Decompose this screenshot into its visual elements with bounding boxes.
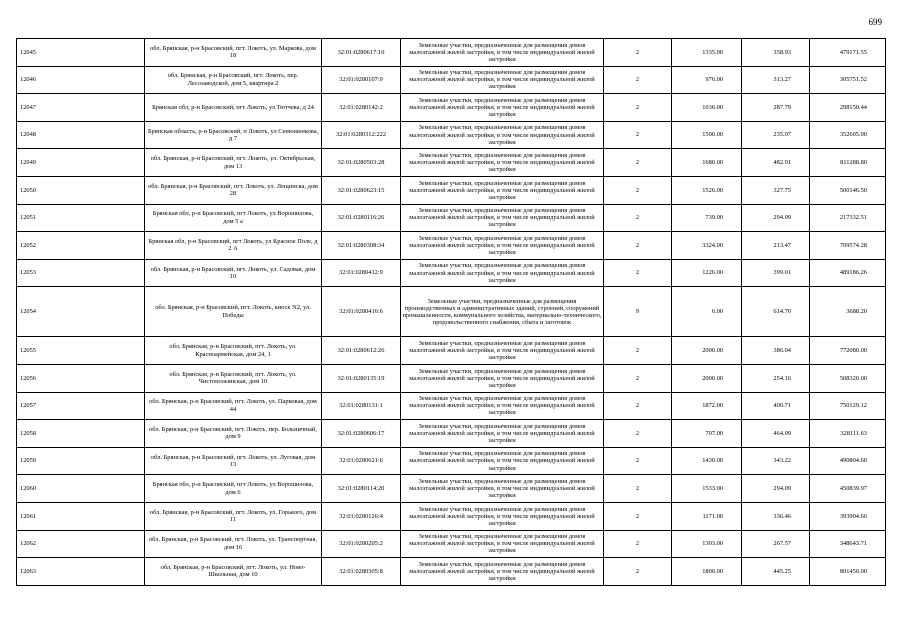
use-group-cell: 2 (604, 475, 672, 503)
address-cell: обл. Брянская, р-н Брасовский, пгт. Локоть, пер. Лесозаводской, дом 5, квартира 2 (145, 66, 322, 94)
table-row (17, 204, 886, 232)
cadastral-number-cell: 32:01:0280503:28 (322, 149, 401, 177)
address-cell: Брянская область, р-н Брасовский, п Локоть, ул Сенюшенкова, д 7 (145, 121, 322, 149)
table-row (17, 39, 886, 67)
cadastral-value-cell: 490804.60 (810, 447, 886, 475)
cadastral-number-cell: 32:01:0280114:20 (322, 475, 401, 503)
address-cell: обл. Брянская, р-н Брасовский, пгт. Локоть, ул. Красноармейская, дом 24, 1 (145, 337, 322, 365)
record-number-cell: 12050 (17, 176, 145, 204)
table-body (17, 39, 886, 586)
land-registry-table (16, 38, 886, 586)
use-group-cell: 2 (604, 121, 672, 149)
land-use-cell: Земельные участки, предназначенные для размещения домов малоэтажной жилой застройки, в том числе индивидуальной жилой застройки (401, 66, 604, 94)
cadastral-number-cell: 32:01:0280606:17 (322, 420, 401, 448)
use-group-cell: 2 (604, 447, 672, 475)
specific-value-cell: 336.46 (742, 502, 810, 530)
cadastral-number-cell: 32:01:0280621:6 (322, 447, 401, 475)
cadastral-value-cell: 305751.52 (810, 66, 886, 94)
address-cell: обл. Брянская, р-н Брасовский, пгт. Локоть, ул. Ново-Школьная, дом 10 (145, 558, 322, 586)
use-group-cell: 2 (604, 337, 672, 365)
land-use-cell: Земельные участки, предназначенные для размещения домов малоэтажной жилой застройки, в том числе индивидуальной жилой застройки (401, 364, 604, 392)
area-cell: 1430.00 (672, 447, 742, 475)
land-use-cell: Земельные участки, предназначенные для размещения производственных и административных зданий, строений, сооружений промышленности, коммунального хозяйства, материально-технического, продовольственного снабжения, сбыта и заготовок (401, 287, 604, 337)
cadastral-value-cell: 217332.51 (810, 204, 886, 232)
cadastral-number-cell: 32:01:0280142:2 (322, 94, 401, 122)
specific-value-cell: 358.93 (742, 39, 810, 67)
use-group-cell: 2 (604, 232, 672, 260)
address-cell: обл. Брянская, р-н Брасовский, пгт. Локоть, киоск N2, ул. Победы (145, 287, 322, 337)
area-cell: 1533.00 (672, 475, 742, 503)
cadastral-value-cell: 352605.00 (810, 121, 886, 149)
cadastral-value-cell: 393994.66 (810, 502, 886, 530)
area-cell: 1800.00 (672, 558, 742, 586)
cadastral-value-cell: 489186.26 (810, 259, 886, 287)
area-cell: 1500.00 (672, 121, 742, 149)
specific-value-cell: 614.70 (742, 287, 810, 337)
address-cell: обл. Брянская, р-н Брасовский, пгт. Локоть, ул. Транспортная, дом 16 (145, 530, 322, 558)
use-group-cell: 2 (604, 420, 672, 448)
specific-value-cell: 386.04 (742, 337, 810, 365)
table-row (17, 364, 886, 392)
land-use-cell: Земельные участки, предназначенные для размещения домов малоэтажной жилой застройки, в том числе индивидуальной жилой застройки (401, 259, 604, 287)
cadastral-number-cell: 32:01:0280308:34 (322, 232, 401, 260)
table-row (17, 530, 886, 558)
land-use-cell: Земельные участки, предназначенные для размещения домов малоэтажной жилой застройки, в том числе индивидуальной жилой застройки (401, 420, 604, 448)
area-cell: 2000.00 (672, 364, 742, 392)
area-cell: 1680.00 (672, 149, 742, 177)
cadastral-value-cell: 750129.12 (810, 392, 886, 420)
record-number-cell: 12057 (17, 392, 145, 420)
specific-value-cell: 327.75 (742, 176, 810, 204)
cadastral-value-cell: 450839.97 (810, 475, 886, 503)
area-cell: 1526.00 (672, 176, 742, 204)
record-number-cell: 12049 (17, 149, 145, 177)
use-group-cell: 2 (604, 259, 672, 287)
record-number-cell: 12047 (17, 94, 145, 122)
specific-value-cell: 294.09 (742, 204, 810, 232)
use-group-cell: 9 (604, 287, 672, 337)
specific-value-cell: 400.71 (742, 392, 810, 420)
use-group-cell: 2 (604, 149, 672, 177)
specific-value-cell: 267.57 (742, 530, 810, 558)
area-cell: 1335.00 (672, 39, 742, 67)
table-row (17, 94, 886, 122)
record-number-cell: 12060 (17, 475, 145, 503)
specific-value-cell: 294.09 (742, 475, 810, 503)
address-cell: обл. Брянская, р-н Брасовский, пгт. Локоть, ул. Садовая, дом 10 (145, 259, 322, 287)
record-number-cell: 12052 (17, 232, 145, 260)
land-use-cell: Земельные участки, предназначенные для размещения домов малоэтажной жилой застройки, в том числе индивидуальной жилой застройки (401, 530, 604, 558)
land-use-cell: Земельные участки, предназначенные для размещения домов малоэтажной жилой застройки, в том числе индивидуальной жилой застройки (401, 475, 604, 503)
record-number-cell: 12053 (17, 259, 145, 287)
cadastral-number-cell: 32:01:0280416:6 (322, 287, 401, 337)
land-use-cell: Земельные участки, предназначенные для размещения домов малоэтажной жилой застройки, в том числе индивидуальной жилой застройки (401, 392, 604, 420)
cadastral-number-cell: 32:01:0280312:222 (322, 121, 401, 149)
address-cell: Брянская обл, р-н Брасовский, пгт Локоть, ул Красное Поле, д 2 А (145, 232, 322, 260)
use-group-cell: 2 (604, 392, 672, 420)
cadastral-value-cell: 348643.71 (810, 530, 886, 558)
land-use-cell: Земельные участки, предназначенные для размещения домов малоэтажной жилой застройки, в том числе индивидуальной жилой застройки (401, 94, 604, 122)
cadastral-value-cell: 500146.50 (810, 176, 886, 204)
cadastral-number-cell: 32:01:0280205:2 (322, 530, 401, 558)
record-number-cell: 12061 (17, 502, 145, 530)
cadastral-value-cell: 801450.00 (810, 558, 886, 586)
cadastral-value-cell: 508320.00 (810, 364, 886, 392)
record-number-cell: 12056 (17, 364, 145, 392)
record-number-cell: 12058 (17, 420, 145, 448)
address-cell: Брянская обл, р-н Брасовский, пгт Локоть, ул Тютчева, д 24 (145, 94, 322, 122)
address-cell: обл. Брянская, р-н Брасовский, пгт. Локоть, ул. Чистопольянская, дом 10 (145, 364, 322, 392)
area-cell: 3324.00 (672, 232, 742, 260)
table-row (17, 176, 886, 204)
use-group-cell: 2 (604, 66, 672, 94)
use-group-cell: 2 (604, 530, 672, 558)
page-number: 699 (868, 17, 882, 27)
specific-value-cell: 482.91 (742, 149, 810, 177)
land-use-cell: Земельные участки, предназначенные для размещения домов малоэтажной жилой застройки, в том числе индивидуальной жилой застройки (401, 337, 604, 365)
record-number-cell: 12055 (17, 337, 145, 365)
table-row (17, 287, 886, 337)
land-use-cell: Земельные участки, предназначенные для размещения домов малоэтажной жилой застройки, в том числе индивидуальной жилой застройки (401, 149, 604, 177)
cadastral-number-cell: 32:01:0280131:1 (322, 392, 401, 420)
table-row (17, 475, 886, 503)
use-group-cell: 2 (604, 204, 672, 232)
area-cell: 1036.00 (672, 94, 742, 122)
record-number-cell: 12045 (17, 39, 145, 67)
address-cell: обл. Брянская, р-н Брасовский, пгт. Локоть, ул. Октябрьская, дом 13 (145, 149, 322, 177)
cadastral-value-cell: 3688.20 (810, 287, 886, 337)
area-cell: 2000.00 (672, 337, 742, 365)
cadastral-number-cell: 32:01:0280612:26 (322, 337, 401, 365)
area-cell: 739.00 (672, 204, 742, 232)
cadastral-value-cell: 709574.28 (810, 232, 886, 260)
table-row (17, 149, 886, 177)
cadastral-number-cell: 32:01:0280412:9 (322, 259, 401, 287)
record-number-cell: 12048 (17, 121, 145, 149)
specific-value-cell: 313.27 (742, 66, 810, 94)
use-group-cell: 2 (604, 176, 672, 204)
land-use-cell: Земельные участки, предназначенные для размещения домов малоэтажной жилой застройки, в том числе индивидуальной жилой застройки (401, 121, 604, 149)
land-use-cell: Земельные участки, предназначенные для размещения домов малоэтажной жилой застройки, в том числе индивидуальной жилой застройки (401, 447, 604, 475)
table-row (17, 121, 886, 149)
table-row (17, 502, 886, 530)
table-row (17, 392, 886, 420)
cadastral-number-cell: 32:01:0280116:26 (322, 204, 401, 232)
record-number-cell: 12054 (17, 287, 145, 337)
area-cell: 976.00 (672, 66, 742, 94)
record-number-cell: 12046 (17, 66, 145, 94)
land-use-cell: Земельные участки, предназначенные для размещения домов малоэтажной жилой застройки, в том числе индивидуальной жилой застройки (401, 176, 604, 204)
cadastral-value-cell: 811288.80 (810, 149, 886, 177)
land-use-cell: Земельные участки, предназначенные для размещения домов малоэтажной жилой застройки, в том числе индивидуальной жилой застройки (401, 558, 604, 586)
use-group-cell: 2 (604, 558, 672, 586)
area-cell: 1872.00 (672, 392, 742, 420)
address-cell: обл. Брянская, р-н Брасовский, пгт. Локоть, ул. Лещинска, дом 28 (145, 176, 322, 204)
address-cell: Брянская обл, р-н Брасовский, пгт Локоть, ул Ворошилова, дом 6 (145, 475, 322, 503)
use-group-cell: 2 (604, 364, 672, 392)
land-use-cell: Земельные участки, предназначенные для размещения домов малоэтажной жилой застройки, в том числе индивидуальной жилой застройки (401, 232, 604, 260)
table-row (17, 232, 886, 260)
address-cell: Брянская обл, р-н Брасовский, пгт Локоть, ул Ворошилова, дом 5 а (145, 204, 322, 232)
address-cell: обл. Брянская, р-н Брасовский, пгт. Локоть, ул. Горького, дом 11 (145, 502, 322, 530)
cadastral-value-cell: 772080.00 (810, 337, 886, 365)
table-row (17, 259, 886, 287)
specific-value-cell: 235.07 (742, 121, 810, 149)
table-row (17, 66, 886, 94)
address-cell: обл. Брянская, р-н Брасовский, пгт. Локоть, ул. Парковая, дом 44 (145, 392, 322, 420)
use-group-cell: 2 (604, 94, 672, 122)
table-row (17, 558, 886, 586)
address-cell: обл. Брянская, р-н Брасовский, пгт. Локоть, ул. Луговая, дом 13 (145, 447, 322, 475)
cadastral-number-cell: 32:01:0280305:8 (322, 558, 401, 586)
use-group-cell: 2 (604, 502, 672, 530)
specific-value-cell: 343.22 (742, 447, 810, 475)
land-use-cell: Земельные участки, предназначенные для размещения домов малоэтажной жилой застройки, в том числе индивидуальной жилой застройки (401, 204, 604, 232)
table-row (17, 420, 886, 448)
record-number-cell: 12051 (17, 204, 145, 232)
area-cell: 1171.00 (672, 502, 742, 530)
address-cell: обл. Брянская, р-н Брасовский, пгт. Локоть, ул. Маркова, дом 18 (145, 39, 322, 67)
cadastral-value-cell: 298150.44 (810, 94, 886, 122)
use-group-cell: 2 (604, 39, 672, 67)
land-use-cell: Земельные участки, предназначенные для размещения домов малоэтажной жилой застройки, в том числе индивидуальной жилой застройки (401, 502, 604, 530)
cadastral-number-cell: 32:01:0280107:9 (322, 66, 401, 94)
specific-value-cell: 287.79 (742, 94, 810, 122)
table-row (17, 447, 886, 475)
cadastral-number-cell: 32:01:0280126:4 (322, 502, 401, 530)
area-cell: 6.00 (672, 287, 742, 337)
specific-value-cell: 464.09 (742, 420, 810, 448)
cadastral-number-cell: 32:01:0280617:10 (322, 39, 401, 67)
area-cell: 1303.00 (672, 530, 742, 558)
record-number-cell: 12062 (17, 530, 145, 558)
address-cell: обл. Брянская, р-н Брасовский, пгт. Локоть, пер. Больничный, дом 9 (145, 420, 322, 448)
specific-value-cell: 399.01 (742, 259, 810, 287)
record-number-cell: 12059 (17, 447, 145, 475)
record-number-cell: 12063 (17, 558, 145, 586)
cadastral-value-cell: 328111.63 (810, 420, 886, 448)
cadastral-number-cell: 32:01:0280135:19 (322, 364, 401, 392)
area-cell: 1226.00 (672, 259, 742, 287)
specific-value-cell: 445.25 (742, 558, 810, 586)
cadastral-number-cell: 32:01:0280623:15 (322, 176, 401, 204)
land-use-cell: Земельные участки, предназначенные для размещения домов малоэтажной жилой застройки, в том числе индивидуальной жилой застройки (401, 39, 604, 67)
area-cell: 707.00 (672, 420, 742, 448)
cadastral-value-cell: 479171.55 (810, 39, 886, 67)
specific-value-cell: 254.16 (742, 364, 810, 392)
specific-value-cell: 213.47 (742, 232, 810, 260)
table-row (17, 337, 886, 365)
